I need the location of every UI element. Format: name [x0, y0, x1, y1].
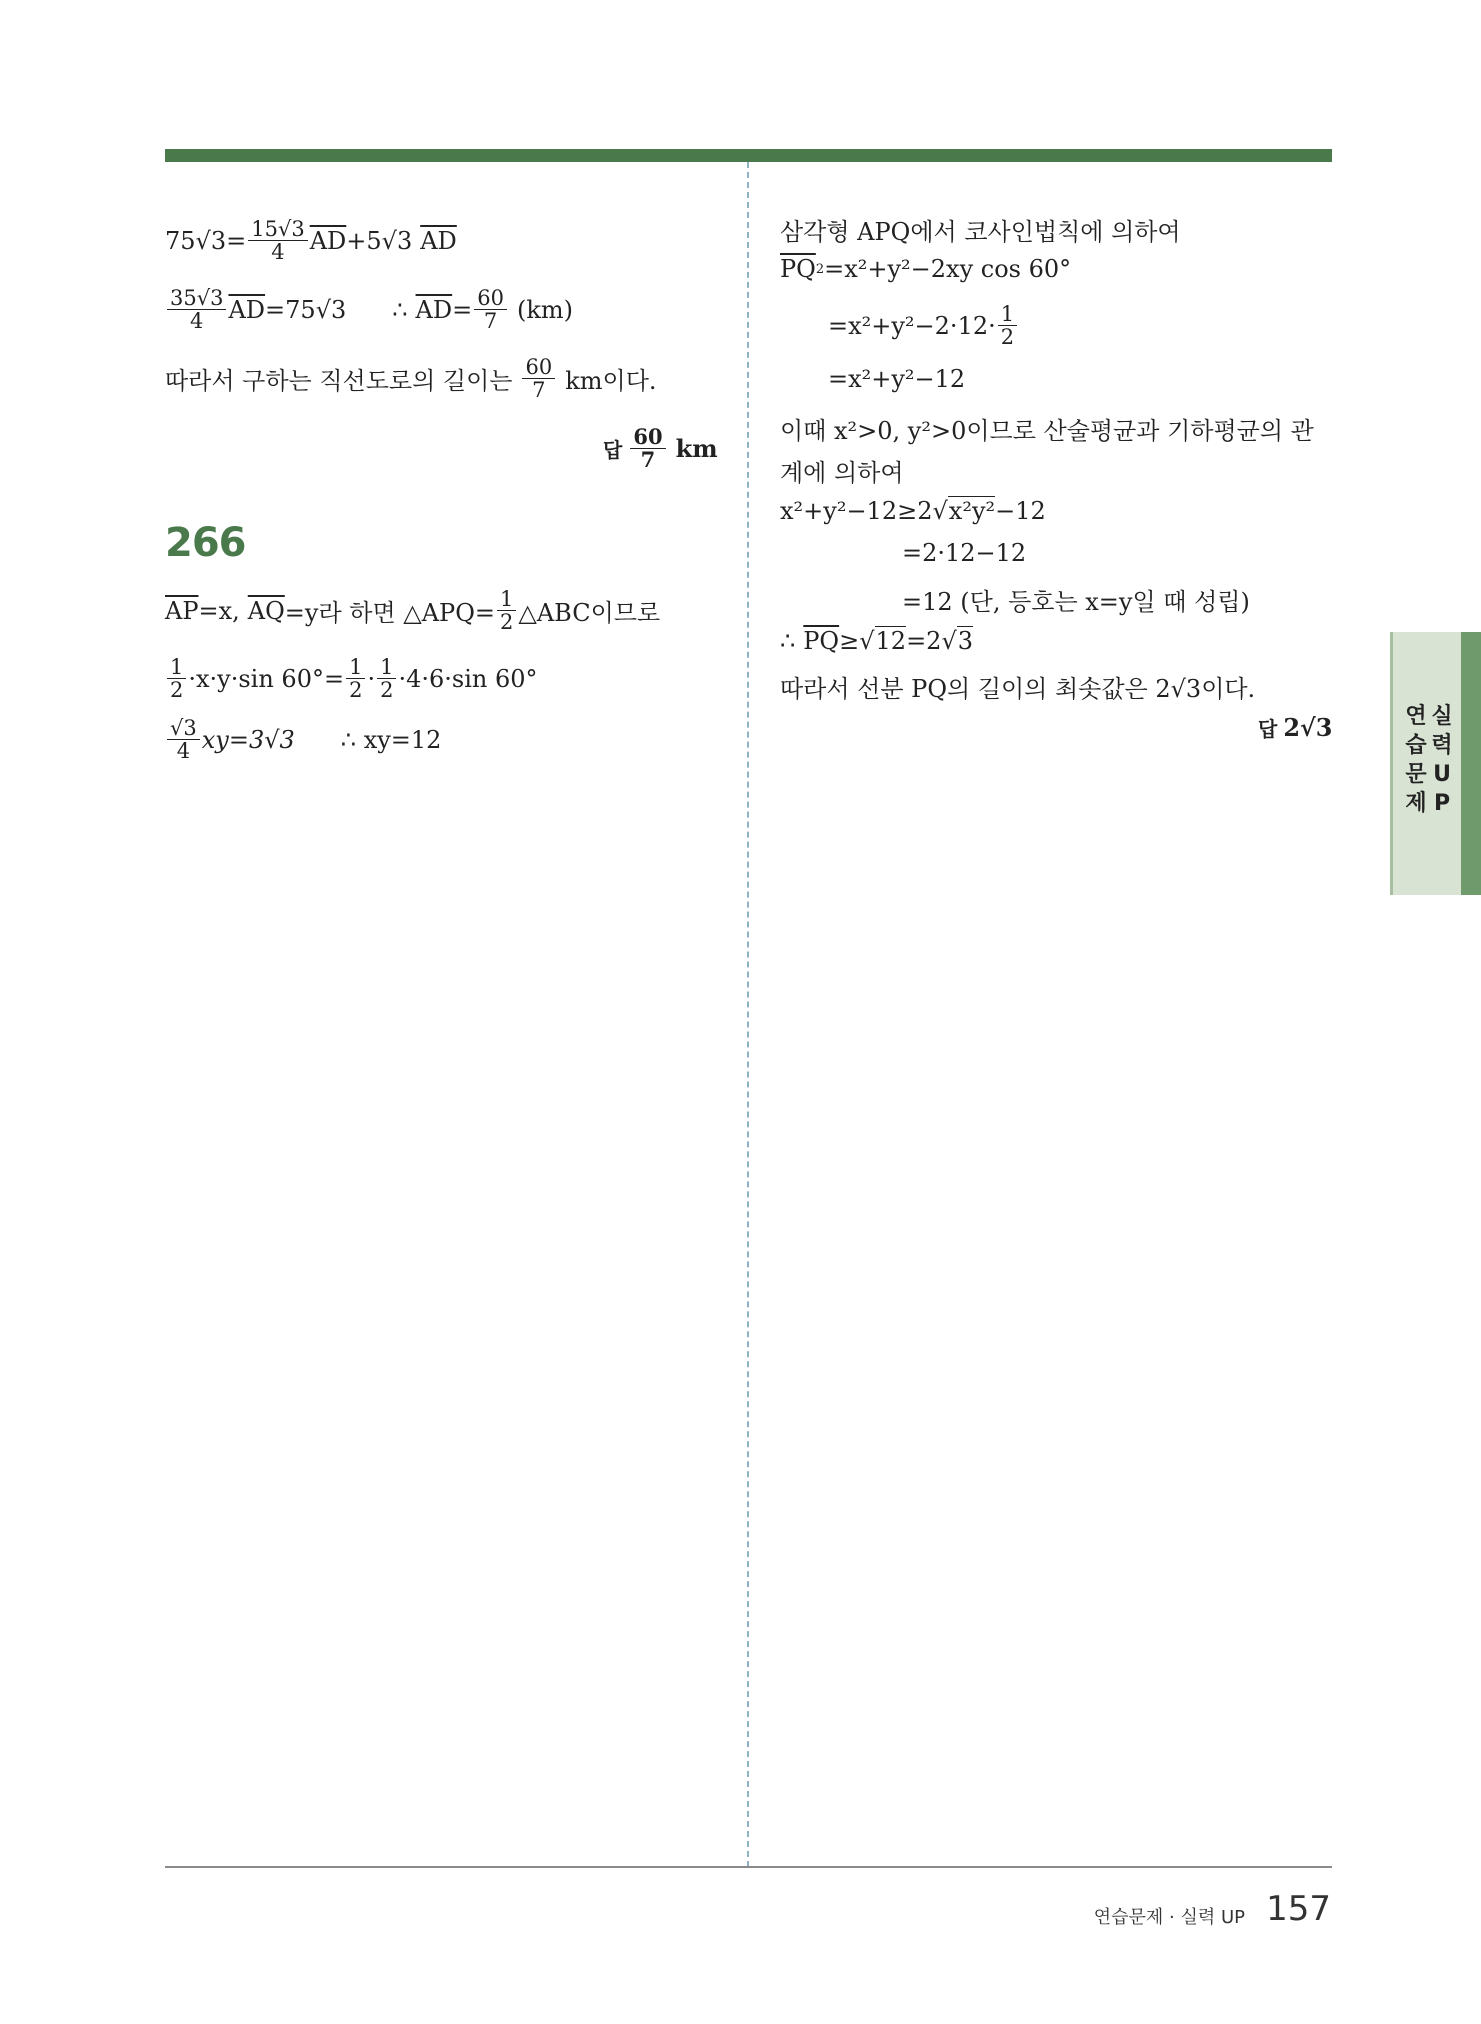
- right-line-9: [902, 582, 1250, 617]
- answer-265: [603, 426, 718, 471]
- frac-num: 1: [167, 656, 186, 679]
- math-text: ∴ xy=12: [340, 725, 442, 754]
- body-text: 따라서 선분 PQ의 길이의 최솟값은 2√3이다.: [780, 675, 1256, 703]
- segment-pq: $\overline{PQ}$: [803, 626, 840, 655]
- math-text: x²+y²−12≥2: [780, 496, 933, 525]
- body-text: 삼각형 APQ에서 코사인법칙에 의하여: [780, 218, 1181, 246]
- right-line-6: [780, 453, 904, 488]
- fraction: [522, 356, 555, 401]
- right-line-4: [828, 365, 965, 393]
- right-line-11: [780, 669, 1255, 704]
- frac-num: 1: [377, 656, 396, 679]
- frac-den: 4: [176, 739, 191, 764]
- header-bar: [165, 149, 1332, 162]
- math-text: ≥: [839, 626, 860, 655]
- math-text: ·x·y·sin 60°=: [188, 664, 345, 693]
- side-tab-stripe: [1461, 632, 1481, 895]
- fraction: [248, 218, 307, 263]
- frac-den: 4: [190, 309, 204, 334]
- unit-text: (km): [516, 295, 573, 324]
- left-line-6: [165, 717, 441, 762]
- body-text: 계에 의하여: [780, 459, 904, 487]
- left-line-3: [165, 356, 657, 401]
- answer-value: 2√3: [1283, 713, 1333, 742]
- left-line-5: [165, 656, 538, 701]
- math-text: △ABC이므로: [518, 599, 661, 628]
- side-tab-char: 력: [1431, 733, 1453, 758]
- math-text: ·4·6·sin 60°: [398, 664, 538, 693]
- body-text: 따라서 구하는 직선도로의 길이는: [165, 367, 513, 396]
- therefore-symbol: ∴: [780, 626, 796, 655]
- segment-aq: $\overline{AQ}$: [247, 596, 285, 625]
- frac-num: 35√3: [167, 287, 226, 310]
- math-text: =x²+y²−2·12·: [828, 311, 996, 340]
- answer-label: 답: [603, 438, 623, 463]
- side-tab-char: 문: [1405, 762, 1427, 787]
- fraction: [998, 303, 1017, 348]
- answer-label: 답: [1258, 717, 1278, 741]
- frac-num: 15√3: [248, 218, 307, 241]
- frac-den: 7: [640, 447, 656, 473]
- frac-num: 60: [522, 356, 555, 379]
- radicand: 12: [875, 627, 907, 655]
- therefore-symbol: ∴: [392, 295, 408, 324]
- fraction: [630, 426, 665, 471]
- right-line-2: [780, 255, 1071, 283]
- right-line-5: [780, 411, 1314, 446]
- frac-num: 60: [474, 287, 507, 310]
- footer-rule: [165, 1866, 1332, 1868]
- frac-num: 1: [346, 656, 365, 679]
- segment-ap: $\overline{AP}$: [165, 596, 199, 625]
- math-text: −12: [995, 496, 1046, 525]
- page-number: 157: [1266, 1889, 1331, 1929]
- math-text: =y라 하면 △APQ=: [284, 599, 495, 628]
- section-side-tab: [1390, 632, 1481, 895]
- math-text: =x,: [198, 596, 240, 625]
- right-line-10: ∴ $\overline{PQ}$ ≥ √ 12 =2 √ 3: [780, 626, 974, 655]
- frac-den: 4: [271, 240, 285, 265]
- exponent: 2: [815, 261, 825, 277]
- frac-num: √3: [167, 717, 200, 740]
- segment-ad: $\overline{AD}$: [420, 226, 457, 255]
- side-tab-char: P: [1433, 791, 1451, 816]
- side-tab-col-2: [1429, 702, 1455, 818]
- math-text: =2·12−12: [902, 539, 1027, 567]
- answer-unit: km: [675, 434, 718, 464]
- segment-pq: $\overline{PQ}$: [780, 255, 816, 283]
- segment-ad: $\overline{AD}$: [228, 295, 266, 324]
- math-text: +5√3: [346, 226, 413, 255]
- fraction: [167, 287, 226, 332]
- segment-ad: $\overline{AD}$: [415, 295, 453, 324]
- math-text: =x²+y²−2xy cos 60°: [824, 255, 1072, 283]
- math-text: 75√3=: [165, 226, 247, 255]
- fraction: [167, 656, 186, 701]
- body-text: km이다.: [565, 367, 657, 396]
- left-line-1: [165, 218, 457, 263]
- problem-number: 266: [165, 520, 246, 566]
- radicand: x²y²: [948, 497, 996, 525]
- fraction: [346, 656, 365, 701]
- frac-den: 2: [380, 678, 394, 703]
- math-text: xy=3√3: [201, 725, 295, 754]
- frac-den: 7: [532, 378, 546, 403]
- answer-266: [1258, 713, 1333, 742]
- body-text: 이때 x²>0, y²>0이므로 산술평균과 기하평균의 관: [780, 417, 1314, 445]
- right-line-8: [902, 539, 1026, 567]
- frac-den: 2: [349, 678, 363, 703]
- right-line-1: [780, 212, 1181, 247]
- side-tab-char: 연: [1405, 704, 1427, 729]
- fraction: [377, 656, 396, 701]
- frac-num: 1: [497, 588, 516, 611]
- frac-den: 2: [1000, 325, 1015, 350]
- footer-section-title: 연습문제 · 실력 UP: [1093, 1907, 1245, 1928]
- math-text: ·: [367, 664, 376, 693]
- frac-num: 1: [998, 303, 1017, 326]
- segment-ad: $\overline{AD}$: [309, 226, 347, 255]
- side-tab-col-1: [1403, 702, 1429, 818]
- right-line-7: x²+y²−12≥2 √ x²y² −12: [780, 496, 1046, 525]
- side-tab-char: 습: [1405, 733, 1427, 758]
- fraction: [497, 588, 516, 633]
- radicand: 3: [957, 627, 974, 655]
- frac-num: 60: [630, 426, 665, 449]
- fraction: [167, 717, 200, 762]
- math-text: =12 (단, 등호는 x=y일 때 성립): [902, 588, 1250, 616]
- left-line-4: [165, 588, 660, 633]
- side-tab-char: 실: [1431, 704, 1453, 729]
- math-text: =75√3: [265, 295, 347, 324]
- left-line-2: [165, 287, 573, 332]
- frac-den: 2: [499, 610, 514, 635]
- column-divider: [747, 162, 749, 1867]
- math-text: =2: [906, 626, 942, 655]
- math-text: =: [452, 295, 473, 324]
- fraction: [474, 287, 507, 332]
- side-tab-char: 제: [1405, 791, 1427, 816]
- math-text: =x²+y²−12: [828, 365, 966, 393]
- frac-den: 7: [483, 309, 498, 334]
- frac-den: 2: [170, 678, 184, 703]
- right-line-3: [828, 303, 1019, 348]
- side-tab-char: U: [1433, 762, 1451, 787]
